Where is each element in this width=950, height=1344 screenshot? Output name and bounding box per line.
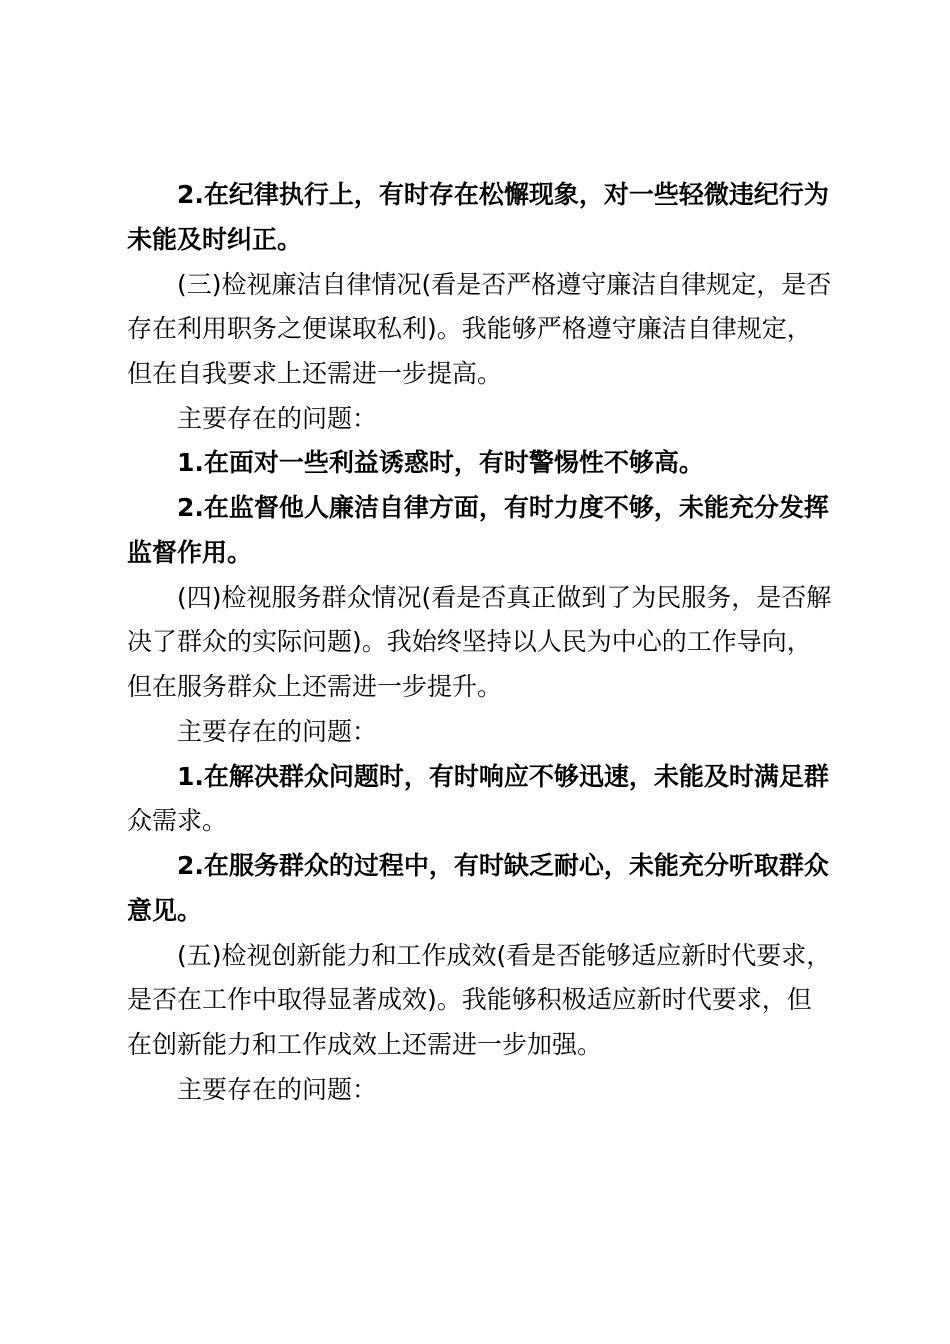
paragraph-line: 是否在工作中取得显著成效)。我能够积极适应新时代要求，但 [127, 985, 812, 1014]
problems-label: 主要存在的问题： [177, 404, 378, 433]
problem-item: 2.在服务群众的过程中，有时缺乏耐心，未能充分听取群众 [177, 851, 829, 880]
paragraph-line: 未能及时纠正。 [127, 225, 303, 254]
problems-label: 主要存在的问题： [177, 717, 378, 746]
paragraph-line: 但在自我要求上还需进一步提高。 [127, 359, 503, 388]
paragraph-line: 监督作用。 [127, 538, 253, 567]
section-heading-5: (五)检视创新能力和工作成效(看是否能够适应新时代要求， [177, 941, 832, 970]
section-heading-3: (三)检视廉洁自律情况(看是否严格遵守廉洁自律规定，是否 [177, 270, 832, 299]
problem-item: 1.在面对一些利益诱惑时，有时警惕性不够高。 [177, 448, 704, 477]
paragraph-line: 存在利用职务之便谋取私利)。我能够严格遵守廉洁自律规定， [127, 314, 812, 343]
section-heading-4: (四)检视服务群众情况(看是否真正做到了为民服务，是否解 [177, 583, 832, 612]
paragraph-line: 但在服务群众上还需进一步提升。 [127, 672, 503, 701]
paragraph-line: 决了群众的实际问题)。我始终坚持以人民为中心的工作导向， [127, 627, 812, 656]
paragraph-line: 2.在纪律执行上，有时存在松懈现象，对一些轻微违纪行为 [177, 180, 829, 209]
paragraph-line: 意见。 [127, 896, 203, 925]
problems-label: 主要存在的问题： [177, 1075, 378, 1104]
paragraph-line: 在创新能力和工作成效上还需进一步加强。 [127, 1030, 603, 1059]
paragraph-line: 众需求。 [127, 806, 228, 835]
problem-item: 1.在解决群众问题时，有时响应不够迅速，未能及时满足群 [177, 762, 829, 791]
problem-item: 2.在监督他人廉洁自律方面，有时力度不够，未能充分发挥 [177, 493, 829, 522]
